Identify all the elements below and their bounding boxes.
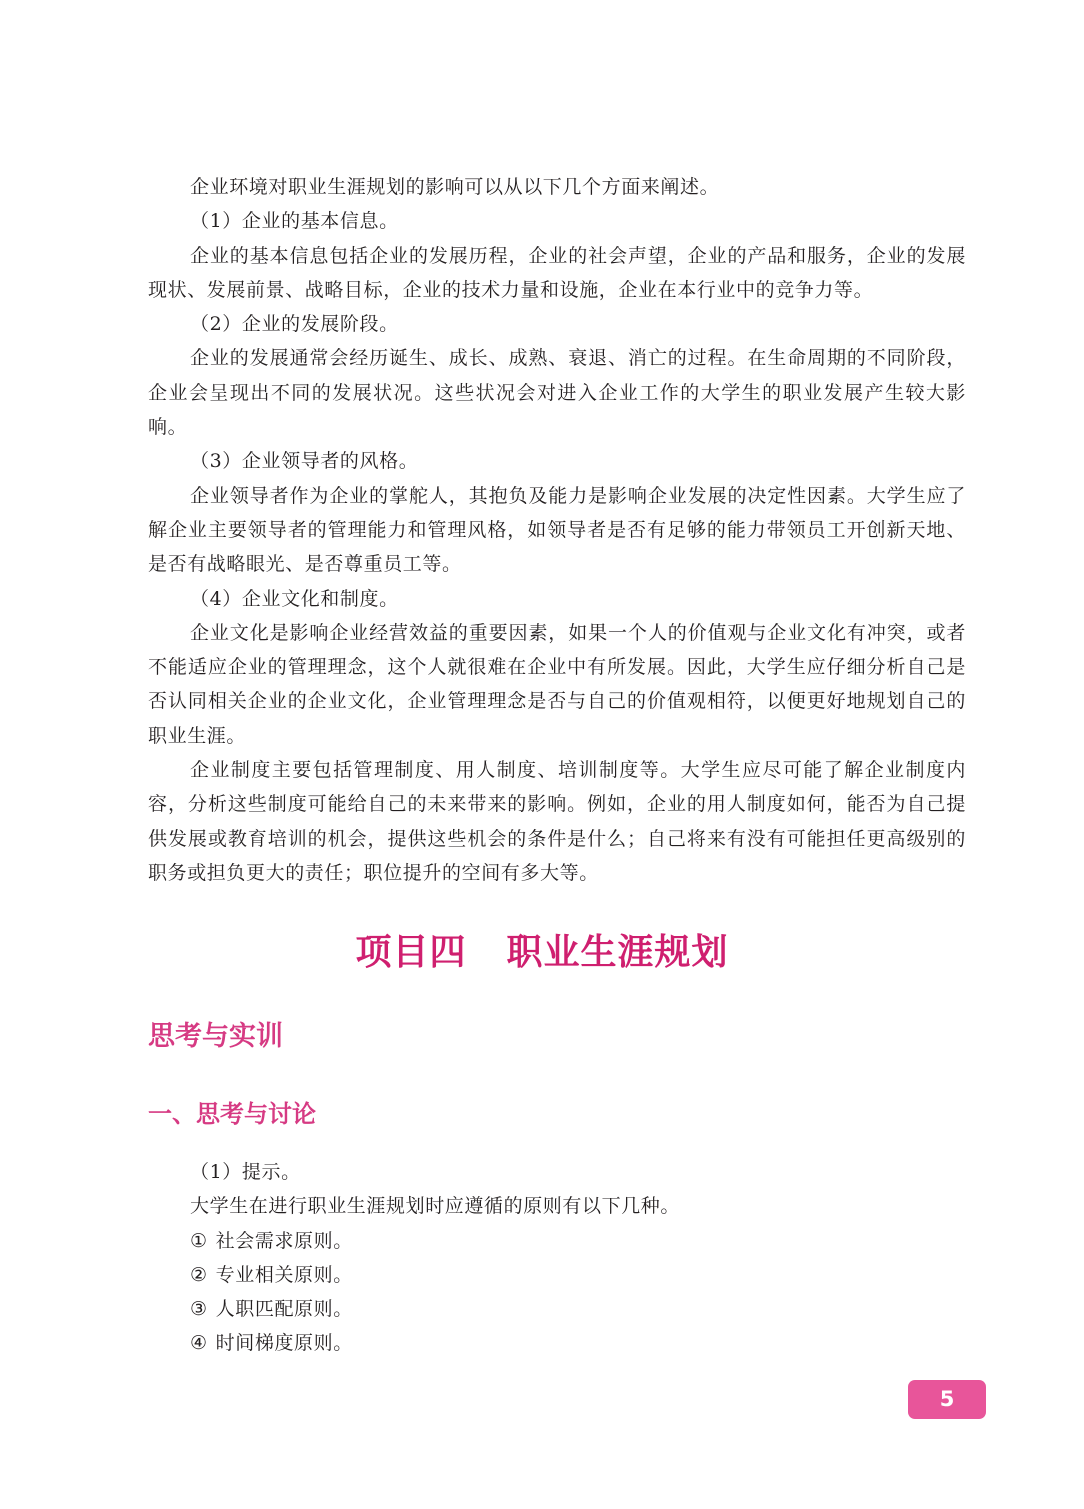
list-item <box>148 1258 966 1292</box>
list-item <box>148 1326 966 1360</box>
paragraph-intro: 企业环境对职业生涯规划的影响可以从以下几个方面来阐述。 <box>190 176 720 198</box>
discussion-content <box>148 1155 966 1361</box>
list-number: ① <box>190 1229 208 1252</box>
list-number: ② <box>190 1263 208 1286</box>
list-text: 时间梯度原则。 <box>215 1332 353 1355</box>
list-item <box>148 1224 966 1258</box>
list-text: 人职匹配原则。 <box>215 1298 353 1321</box>
list-item <box>148 1292 966 1326</box>
paragraph-basic-info: 企业的基本信息包括企业的发展历程，企业的社会声望，企业的产品和服务，企业的发展现状、发展前景、战略目标，企业的技术力量和设施，企业在本行业中的竞争力等。 <box>148 244 966 301</box>
hint-heading: （1）提示。 <box>190 1161 301 1183</box>
paragraph-development-stage: 企业的发展通常会经历诞生、成长、成熟、衰退、消亡的过程。在生命周期的不同阶段，企业会呈现出不同的发展状况。这些状况会对进入企业工作的大学生的职业发展产生较大影响。 <box>148 347 966 439</box>
paragraph-culture: 企业文化是影响企业经营效益的重要因素，如果一个人的价值观与企业文化有冲突，或者不能适应企业的管理理念，这个人就很难在企业中有所发展。因此，大学生应仔细分析自己是否认同相关企业的企业文化，企业管理理念是否与自己的价值观相符，以便更好地规划自己的职业生涯。 <box>148 621 966 747</box>
page-number-badge: 5 <box>908 1380 986 1419</box>
list-number: ③ <box>190 1298 208 1321</box>
paragraph-system: 企业制度主要包括管理制度、用人制度、培训制度等。大学生应尽可能了解企业制度内容，分析这些制度可能给自己的未来带来的影响。例如，企业的用人制度如何，能否为自己提供发展或教育培训的机会，提供这些机会的条件是什么；自己将来有没有可能担任更高级别的职务或担负更大的责任；职位提升的空间有多大等。 <box>148 759 966 884</box>
item-heading-4: （4）企业文化和制度。 <box>190 587 399 610</box>
list-text: 社会需求原则。 <box>215 1229 353 1252</box>
subsection-title: 一、思考与讨论 <box>148 1100 316 1128</box>
section-title: 思考与实训 <box>148 1021 283 1052</box>
chapter-title <box>0 924 1084 975</box>
item-heading-1: （1）企业的基本信息。 <box>190 210 399 233</box>
chapter-name: 职业生涯规划 <box>506 932 729 973</box>
item-heading-2: （2）企业的发展阶段。 <box>190 313 399 336</box>
list-text: 专业相关原则。 <box>215 1263 353 1286</box>
body-text <box>148 170 966 890</box>
list-number: ④ <box>190 1332 208 1355</box>
principles-intro: 大学生在进行职业生涯规划时应遵循的原则有以下几种。 <box>190 1195 681 1218</box>
paragraph-leader-style: 企业领导者作为企业的掌舵人，其抱负及能力是影响企业发展的决定性因素。大学生应了解企业主要领导者的管理能力和管理风格，如领导者是否有足够的能力带领员工开创新天地、是否有战略眼光、是否尊重员工等。 <box>148 484 966 576</box>
chapter-label: 项目四 <box>355 932 467 973</box>
item-heading-3: （3）企业领导者的风格。 <box>190 450 419 473</box>
